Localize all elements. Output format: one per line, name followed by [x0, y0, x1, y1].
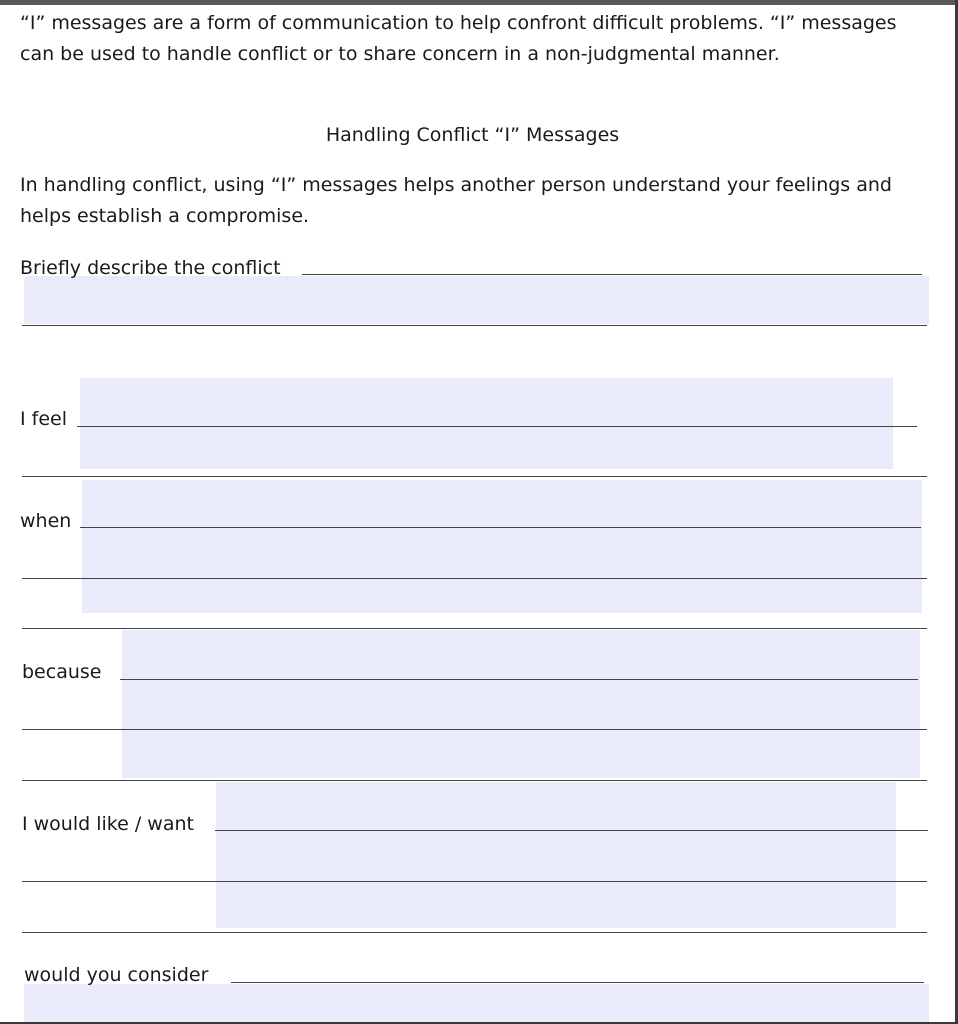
because-label: because	[22, 661, 102, 683]
feel-label: I feel	[20, 408, 67, 430]
consider-field[interactable]	[24, 984, 929, 1022]
feel-field[interactable]	[80, 378, 893, 469]
because-line-1	[120, 679, 918, 680]
like-want-label: I would like / want	[22, 813, 194, 835]
like-want-line-3	[22, 932, 927, 933]
like-want-line-1	[215, 830, 928, 831]
feel-line-2	[22, 476, 927, 477]
when-line-2	[22, 578, 927, 579]
like-want-line-2	[22, 881, 927, 882]
when-line-3	[22, 628, 927, 629]
conflict-label: Briefly describe the conflict	[20, 257, 281, 279]
because-field[interactable]	[122, 630, 920, 778]
when-line-1	[80, 527, 921, 528]
because-line-3	[22, 780, 927, 781]
instructions-paragraph: In handling conflict, using “I” messages helps another person understand your feelings and helps establish a compromise.	[20, 174, 892, 227]
consider-line-1	[231, 982, 924, 983]
consider-label: would you consider	[24, 964, 209, 986]
intro-paragraph: “I” messages are a form of communication to help confront difficult problems. “I” messages can be used to handle conflict or to share concern in a non-judgmental manner.	[20, 12, 897, 65]
feel-line-1	[77, 426, 917, 427]
window-top-border	[0, 0, 958, 5]
conflict-line-2	[22, 325, 927, 326]
conflict-line-1	[302, 274, 922, 275]
like-want-field[interactable]	[216, 782, 896, 928]
when-label: when	[20, 510, 72, 532]
when-field[interactable]	[82, 480, 922, 613]
conflict-field[interactable]	[24, 276, 929, 324]
because-line-2	[22, 729, 927, 730]
worksheet-title: Handling Conflict “I” Messages	[325, 124, 620, 146]
